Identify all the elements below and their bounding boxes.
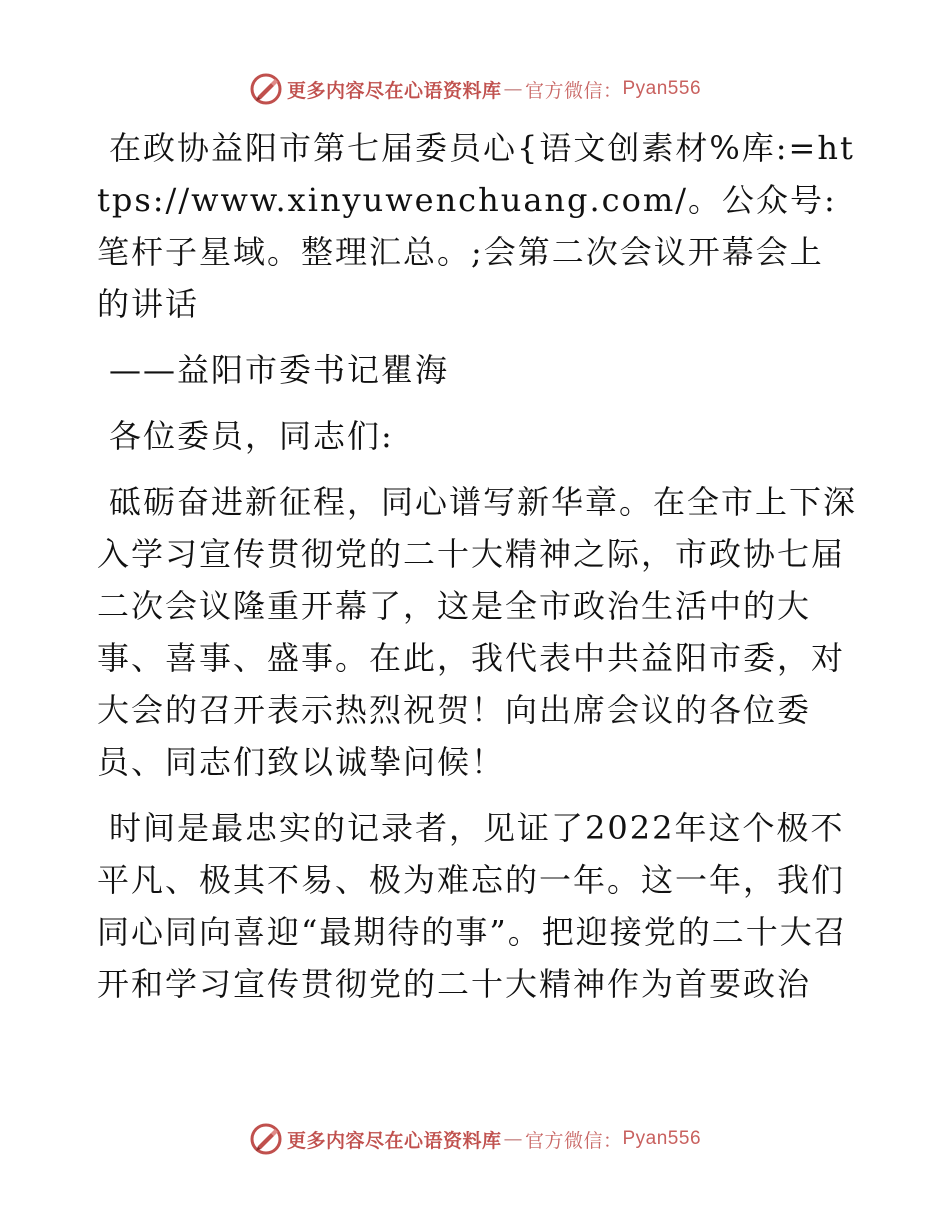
watermark-brand: 更多内容尽在心语资料库 <box>286 1129 502 1152</box>
watermark-wechat-label: 官方微信： <box>524 1129 623 1152</box>
pen-logo-icon <box>249 1122 283 1156</box>
watermark-account: Pyan556 <box>622 78 702 99</box>
body-paragraph: 砥砺奋进新征程，同心谱写新华章。在全市上下深入学习宣传贯彻党的二十大精神之际，市政协七届二次会议隆重开幕了，这是全市政治生活中的大事、喜事、盛事。在此，我代表中共益阳市委，对大会的召开表示热烈祝贺！向出席会议的各位委员、同志们致以诚挚问候！ <box>97 483 858 781</box>
footer-watermark <box>0 1121 950 1157</box>
document-salutation: 各位委员，同志们: <box>109 417 394 455</box>
watermark-brand: 更多内容尽在心语资料库 <box>286 79 502 102</box>
watermark-account: Pyan556 <box>622 1128 702 1149</box>
watermark-separator: — <box>503 78 523 100</box>
document-author: ——益阳市委书记瞿海 <box>109 351 450 389</box>
watermark-wechat-label: 官方微信： <box>524 79 623 102</box>
pen-logo-icon <box>249 72 283 106</box>
document-title: 在政协益阳市第七届委员心{语文创素材%库:=https://www.xinyuwenchuang.com/。公众号: 笔杆子星域。整理汇总。;会第二次会议开幕会上的讲话 <box>97 129 855 323</box>
watermark-separator: — <box>503 1128 523 1150</box>
header-watermark <box>0 71 950 107</box>
document-body <box>97 122 857 1010</box>
body-paragraph: 时间是最忠实的记录者，见证了2022年这个极不平凡、极其不易、极为难忘的一年。这一年，我们同心同向喜迎“最期待的事”。把迎接党的二十大召开和学习宣传贯彻党的二十大精神作为首要政治 <box>97 809 848 1003</box>
